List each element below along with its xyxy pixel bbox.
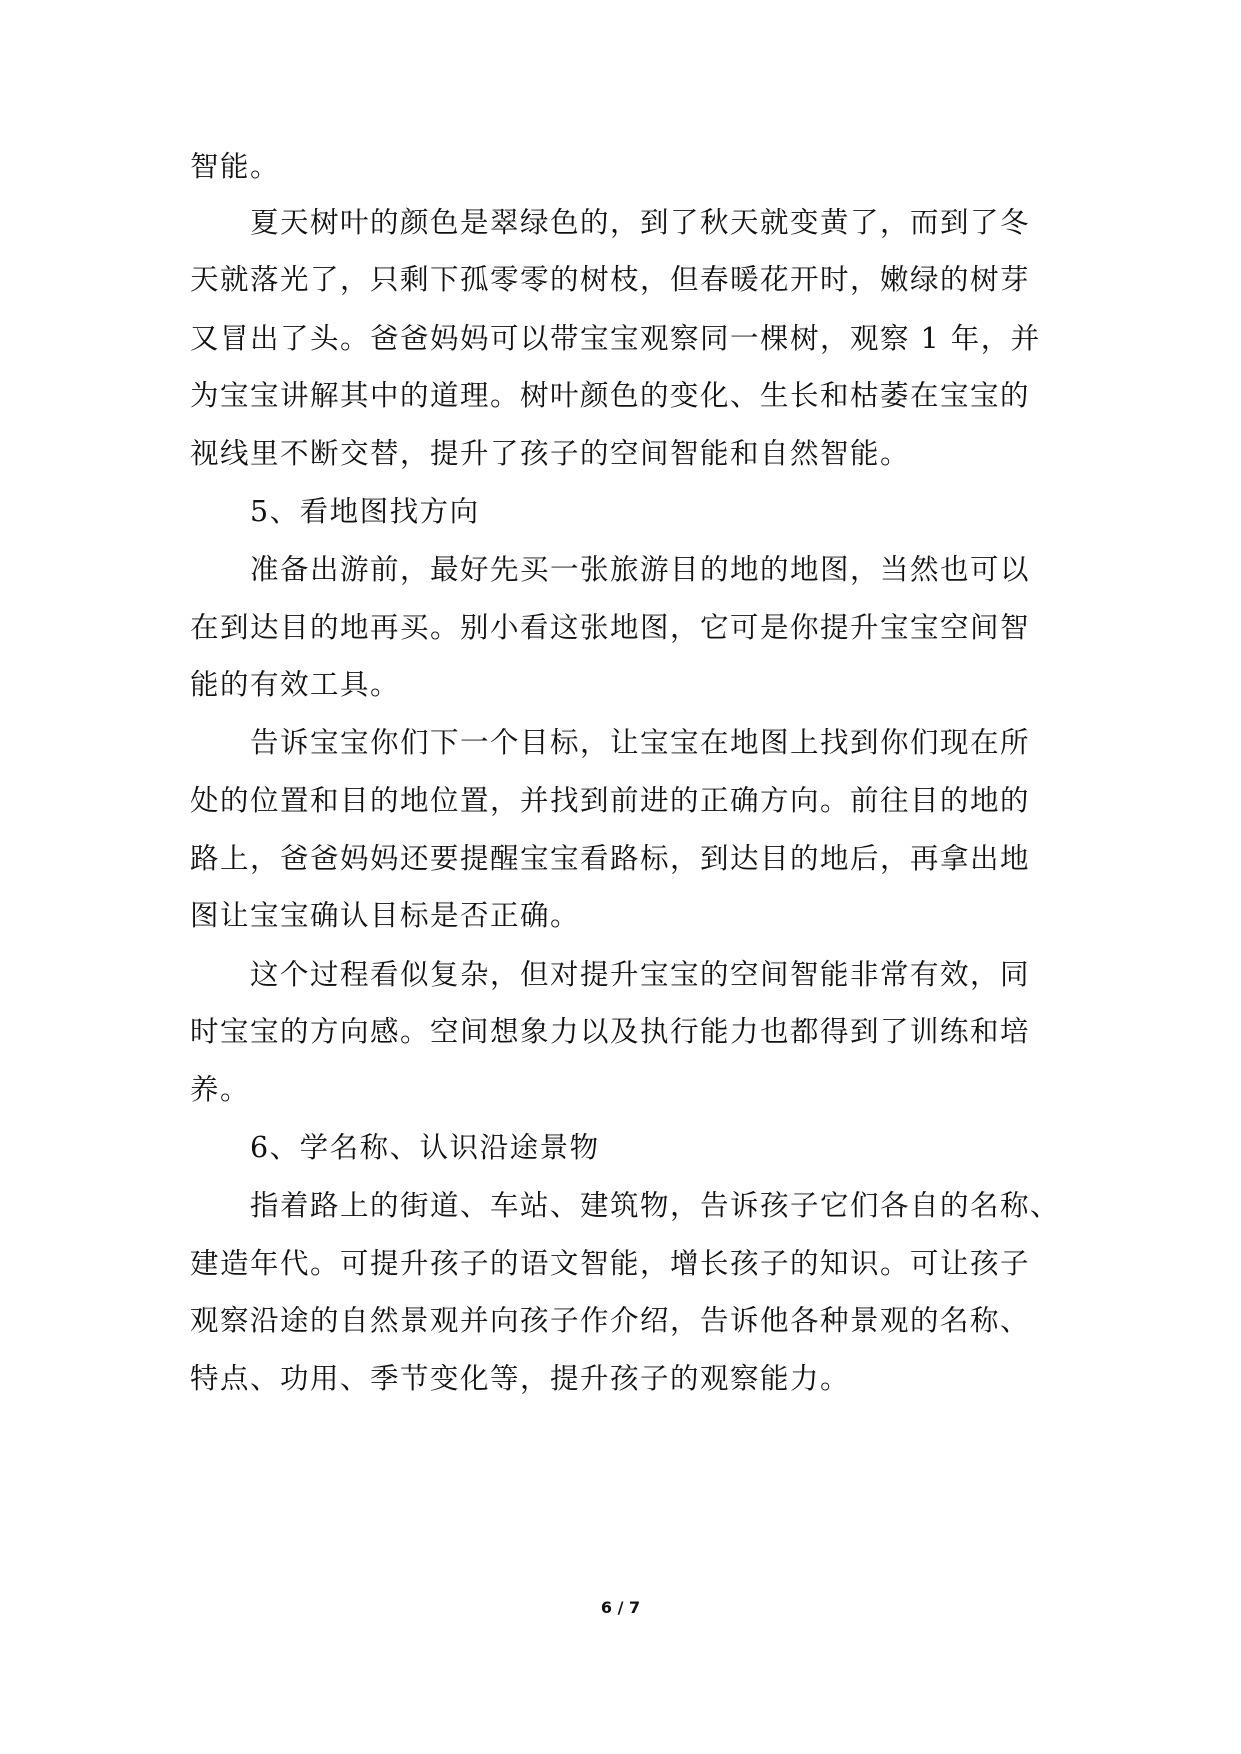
text-line: 图让宝宝确认目标是否正确。 bbox=[190, 899, 581, 932]
text-line: 特点、功用、季节变化等，提升孩子的观察能力。 bbox=[190, 1362, 851, 1395]
text-line: 为宝宝讲解其中的道理。树叶颜色的变化、生长和枯萎在宝宝的 bbox=[190, 379, 1031, 412]
paragraph-first-line: 准备出游前，最好先买一张旅游目的地的地图，当然也可以 bbox=[250, 553, 1031, 586]
text-line: 观察沿途的自然景观并向孩子作介绍，告诉他各种景观的名称、 bbox=[190, 1304, 1031, 1337]
text-line: 视线里不断交替，提升了孩子的空间智能和自然智能。 bbox=[190, 437, 911, 470]
text-line: 养。 bbox=[190, 1073, 251, 1106]
text-line: 天就落光了，只剩下孤零零的树枝，但春暖花开时，嫩绿的树芽 bbox=[190, 263, 1031, 296]
paragraph-first-line: 夏天树叶的颜色是翠绿色的，到了秋天就变黄了，而到了冬 bbox=[250, 206, 1031, 239]
text-line: 能的有效工具。 bbox=[190, 668, 401, 701]
paragraph-first-line: 告诉宝宝你们下一个目标，让宝宝在地图上找到你们现在所 bbox=[250, 726, 1031, 759]
text-line: 路上，爸爸妈妈还要提醒宝宝看路标，到达目的地后，再拿出地 bbox=[190, 842, 1031, 875]
text-line: 又冒出了头。爸爸妈妈可以带宝宝观察同一棵树，观察 1 年，并 bbox=[190, 322, 1041, 355]
text-line: 在到达目的地再买。别小看这张地图，它可是你提升宝宝空间智 bbox=[190, 611, 1031, 644]
paragraph-first-line: 这个过程看似复杂，但对提升宝宝的空间智能非常有效，同 bbox=[250, 958, 1031, 991]
text-line: 处的位置和目的地位置，并找到前进的正确方向。前往目的地的 bbox=[190, 784, 1031, 817]
text-line: 智能。 bbox=[190, 150, 281, 183]
text-line: 建造年代。可提升孩子的语文智能，增长孩子的知识。可让孩子 bbox=[190, 1247, 1031, 1280]
section-heading: 5、看地图找方向 bbox=[250, 495, 480, 528]
paragraph-first-line: 指着路上的街道、车站、建筑物，告诉孩子它们各自的名称、 bbox=[250, 1189, 1061, 1222]
section-heading: 6、学名称、认识沿途景物 bbox=[250, 1131, 600, 1164]
text-line: 时宝宝的方向感。空间想象力以及执行能力也都得到了训练和培 bbox=[190, 1015, 1031, 1048]
page-number: 6 / 7 bbox=[600, 1598, 641, 1617]
